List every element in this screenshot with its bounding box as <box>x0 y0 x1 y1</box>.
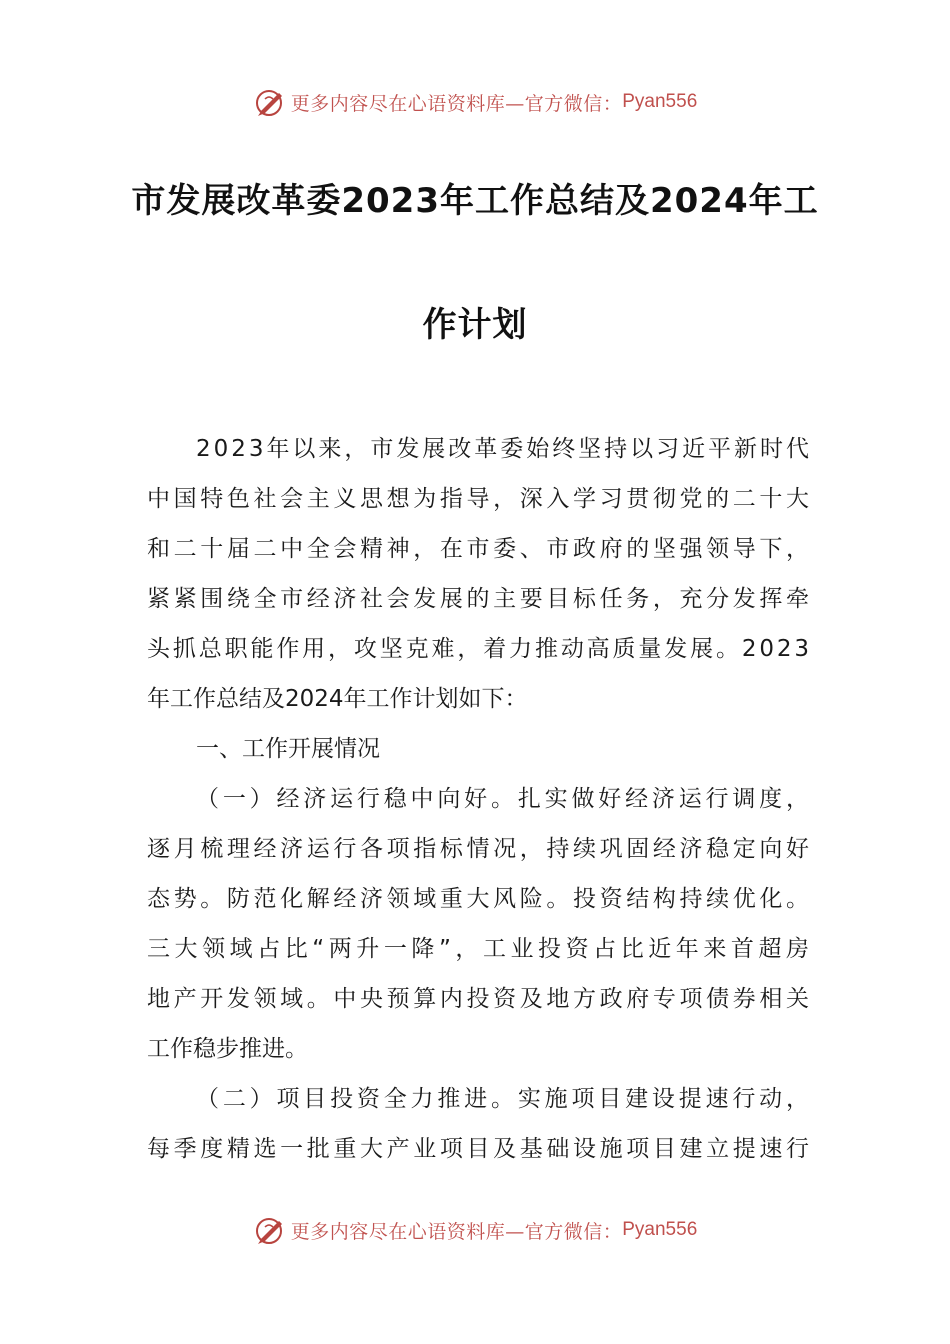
body-line: 地产开发领域。中央预算内投资及地方政府专项债券相关 <box>147 986 813 1012</box>
watermark-top <box>0 82 950 122</box>
body-line: （一）经济运行稳中向好。扎实做好经济运行调度， <box>196 786 813 812</box>
document-body <box>147 424 814 1174</box>
watermark-bottom <box>0 1210 950 1250</box>
body-line: 年工作总结及2024年工作计划如下： <box>147 686 528 712</box>
section-heading: 一、工作开展情况 <box>196 736 380 762</box>
watermark-wechat-id: Pyan556 <box>622 91 698 112</box>
body-line: 紧紧围绕全市经济社会发展的主要目标任务，充分发挥牵 <box>147 586 813 612</box>
body-line: 逐月梳理经济运行各项指标情况，持续巩固经济稳定向好 <box>147 836 813 862</box>
watermark-wechat-id: Pyan556 <box>622 1219 698 1240</box>
body-line: 每季度精选一批重大产业项目及基础设施项目建立提速行 <box>147 1136 813 1162</box>
body-line: 中国特色社会主义思想为指导，深入学习贯彻党的二十大 <box>147 486 813 512</box>
body-line: 2023年以来，市发展改革委始终坚持以习近平新时代 <box>196 436 812 462</box>
document-title-line-1: 市发展改革委2023年工作总结及2024年工 <box>131 181 819 221</box>
body-line: 三大领域占比“两升一降”，工业投资占比近年来首超房 <box>147 936 814 962</box>
document-title-line-2: 作计划 <box>422 305 528 345</box>
watermark-text: 更多内容尽在心语资料库—官方微信： <box>290 92 623 115</box>
body-line: 工作稳步推进。 <box>147 1036 308 1062</box>
body-line: 和二十届二中全会精神，在市委、市政府的坚强领导下， <box>147 536 813 562</box>
watermark-text: 更多内容尽在心语资料库—官方微信： <box>290 1220 623 1243</box>
body-line: （二）项目投资全力推进。实施项目建设提速行动， <box>196 1086 813 1112</box>
body-line: 态势。防范化解经济领域重大风险。投资结构持续优化。 <box>147 886 813 912</box>
pen-logo-icon <box>253 1213 287 1247</box>
pen-logo-icon <box>253 85 287 119</box>
body-line: 头抓总职能作用，攻坚克难，着力推动高质量发展。2023 <box>147 636 812 662</box>
